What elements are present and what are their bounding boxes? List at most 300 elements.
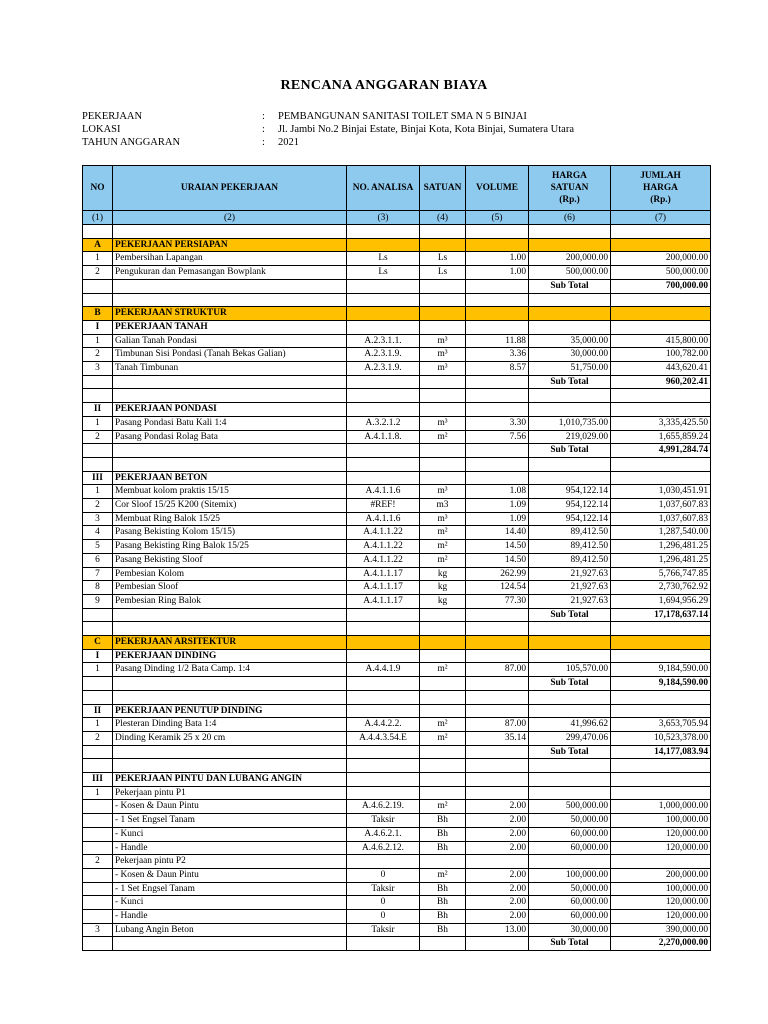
item-volume: 14.50 (466, 553, 529, 567)
empty-cell (347, 444, 420, 458)
row-number: II (83, 704, 113, 718)
item-description: - Kosen & Daun Pintu (113, 868, 347, 882)
empty-cell (83, 677, 113, 691)
item-unit-price: 954,122.14 (529, 512, 611, 526)
item-volume: 2.00 (466, 841, 529, 855)
item-total-price: 3,653,705.94 (611, 718, 711, 732)
row-title: PEKERJAAN PENUTUP DINDING (113, 704, 347, 718)
table-row (83, 841, 711, 855)
meta-value: Jl. Jambi No.2 Binjai Estate, Binjai Kota, Kota Binjai, Sumatera Utara (278, 124, 574, 135)
item-unit-price: 105,570.00 (529, 663, 611, 677)
spacer-row (83, 293, 711, 307)
subsection-row (83, 320, 711, 334)
section-row (83, 636, 711, 650)
subtotal-label: Sub Total (529, 279, 611, 293)
item-number: 9 (83, 594, 113, 608)
item-number: 2 (83, 430, 113, 444)
item-number: 7 (83, 567, 113, 581)
empty-cell (420, 307, 466, 321)
table-row (83, 362, 711, 376)
item-volume: 2.00 (466, 882, 529, 896)
table-row (83, 786, 711, 800)
item-unit: m³ (420, 512, 466, 526)
empty-cell (611, 636, 711, 650)
subsection-row (83, 773, 711, 787)
subtotal-row (83, 279, 711, 293)
empty-cell (611, 457, 711, 471)
item-volume: 11.88 (466, 334, 529, 348)
item-total-price: 100,000.00 (611, 814, 711, 828)
item-description: - Handle (113, 910, 347, 924)
subtotal-label: Sub Total (529, 375, 611, 389)
item-description: Timbunan Sisi Pondasi (Tanah Bekas Galian) (113, 348, 347, 362)
table-body (83, 225, 711, 951)
empty-cell (611, 389, 711, 403)
item-number (83, 882, 113, 896)
empty-cell (347, 759, 420, 773)
item-unit-price (529, 786, 611, 800)
header-satuan: SATUAN (420, 166, 466, 211)
empty-cell (83, 444, 113, 458)
item-volume: 87.00 (466, 718, 529, 732)
table-row (83, 814, 711, 828)
item-analysis-code: 0 (347, 868, 420, 882)
empty-cell (113, 759, 347, 773)
item-description: Pasang Dinding 1/2 Bata Camp. 1:4 (113, 663, 347, 677)
item-total-price: 100,782.00 (611, 348, 711, 362)
item-total-price: 9,184,590.00 (611, 663, 711, 677)
empty-cell (347, 773, 420, 787)
item-analysis-code: A.2.3.1.1. (347, 334, 420, 348)
item-description: Pengukuran dan Pemasangan Bowplank (113, 266, 347, 280)
item-description: - Kosen & Daun Pintu (113, 800, 347, 814)
item-unit-price: 21,927.63 (529, 567, 611, 581)
empty-cell (420, 622, 466, 636)
subtotal-value: 700,000.00 (611, 279, 711, 293)
empty-cell (83, 937, 113, 951)
item-analysis-code: #REF! (347, 499, 420, 513)
table-row (83, 485, 711, 499)
spacer-row (83, 225, 711, 239)
empty-cell (466, 677, 529, 691)
subsection-row (83, 704, 711, 718)
table-row (83, 348, 711, 362)
item-unit: m³ (420, 485, 466, 499)
item-volume: 7.56 (466, 430, 529, 444)
item-description: - Handle (113, 841, 347, 855)
item-analysis-code: A.2.3.1.9. (347, 348, 420, 362)
empty-cell (113, 375, 347, 389)
empty-cell (420, 389, 466, 403)
empty-cell (529, 690, 611, 704)
item-number (83, 814, 113, 828)
item-unit: Bh (420, 882, 466, 896)
empty-cell (611, 320, 711, 334)
item-number: 3 (83, 362, 113, 376)
item-analysis-code: A.4.1.1.6 (347, 485, 420, 499)
row-number: I (83, 649, 113, 663)
item-analysis-code: A.4.1.1.22 (347, 526, 420, 540)
empty-cell (466, 375, 529, 389)
item-volume: 124.54 (466, 581, 529, 595)
item-total-price: 100,000.00 (611, 882, 711, 896)
subtotal-label: Sub Total (529, 745, 611, 759)
empty-cell (347, 225, 420, 239)
header-harga-satuan (529, 166, 611, 211)
item-analysis-code: 0 (347, 910, 420, 924)
empty-cell (420, 636, 466, 650)
item-unit: m³ (420, 416, 466, 430)
item-unit: Bh (420, 827, 466, 841)
empty-cell (83, 375, 113, 389)
item-description: Dinding Keramik 25 x 20 cm (113, 731, 347, 745)
empty-cell (529, 457, 611, 471)
item-total-price: 1,296,481.25 (611, 553, 711, 567)
item-analysis-code: A.4.4.2.2. (347, 718, 420, 732)
item-description: Pekerjaan pintu P1 (113, 786, 347, 800)
empty-cell (529, 307, 611, 321)
item-unit: m² (420, 868, 466, 882)
header-uraian: URAIAN PEKERJAAN (113, 166, 347, 211)
item-unit-price: 219,029.00 (529, 430, 611, 444)
empty-cell (466, 320, 529, 334)
item-unit-price: 50,000.00 (529, 814, 611, 828)
item-total-price: 120,000.00 (611, 841, 711, 855)
empty-cell (347, 279, 420, 293)
item-analysis-code: A.4.1.1.17 (347, 567, 420, 581)
item-total-price (611, 855, 711, 869)
empty-cell (347, 307, 420, 321)
item-number: 2 (83, 855, 113, 869)
document-title: RENCANA ANGGARAN BIAYA (280, 78, 488, 93)
empty-cell (420, 608, 466, 622)
item-number: 1 (83, 334, 113, 348)
item-total-price: 500,000.00 (611, 266, 711, 280)
empty-cell (347, 690, 420, 704)
table-row (83, 855, 711, 869)
item-unit-price: 21,927.63 (529, 594, 611, 608)
item-analysis-code: A.4.6.2.1. (347, 827, 420, 841)
table-row (83, 567, 711, 581)
item-total-price: 120,000.00 (611, 827, 711, 841)
item-description: Pasang Bekisting Ring Balok 15/25 (113, 540, 347, 554)
subtotal-value: 2,270,000.00 (611, 937, 711, 951)
header-index-3: (3) (347, 211, 420, 225)
spacer-row (83, 759, 711, 773)
item-analysis-code: A.4.1.1.17 (347, 594, 420, 608)
item-number: 1 (83, 663, 113, 677)
header-analisa: NO. ANALISA (347, 166, 420, 211)
subtotal-value: 4,991,284.74 (611, 444, 711, 458)
item-total-price: 443,620.41 (611, 362, 711, 376)
item-description: Pekerjaan pintu P2 (113, 855, 347, 869)
empty-cell (113, 622, 347, 636)
empty-cell (347, 677, 420, 691)
item-analysis-code: Taksir (347, 882, 420, 896)
empty-cell (611, 690, 711, 704)
table-row (83, 512, 711, 526)
empty-cell (611, 649, 711, 663)
item-description: Pasang Pondasi Batu Kali 1:4 (113, 416, 347, 430)
empty-cell (466, 238, 529, 252)
item-description: Pasang Bekisting Sloof (113, 553, 347, 567)
empty-cell (611, 704, 711, 718)
subtotal-row (83, 745, 711, 759)
row-title: PEKERJAAN DINDING (113, 649, 347, 663)
spacer-row (83, 622, 711, 636)
empty-cell (113, 279, 347, 293)
row-title: PEKERJAAN ARSITEKTUR (113, 636, 347, 650)
empty-cell (113, 389, 347, 403)
table-row (83, 910, 711, 924)
row-number: C (83, 636, 113, 650)
empty-cell (611, 622, 711, 636)
item-total-price: 1,037,607.83 (611, 499, 711, 513)
subtotal-row (83, 937, 711, 951)
empty-cell (347, 403, 420, 417)
item-number: 1 (83, 416, 113, 430)
header-volume: VOLUME (466, 166, 529, 211)
item-total-price: 10,523,378.00 (611, 731, 711, 745)
empty-cell (420, 745, 466, 759)
item-volume: 77.30 (466, 594, 529, 608)
item-unit-price: 30,000.00 (529, 348, 611, 362)
spacer-row (83, 389, 711, 403)
item-unit-price: 500,000.00 (529, 800, 611, 814)
item-total-price: 390,000.00 (611, 923, 711, 937)
empty-cell (83, 608, 113, 622)
item-unit: Bh (420, 923, 466, 937)
subtotal-row (83, 608, 711, 622)
table-row (83, 923, 711, 937)
item-volume: 14.40 (466, 526, 529, 540)
item-total-price: 1,000,000.00 (611, 800, 711, 814)
item-unit (420, 786, 466, 800)
empty-cell (347, 457, 420, 471)
item-total-price: 120,000.00 (611, 910, 711, 924)
item-unit-price: 35,000.00 (529, 334, 611, 348)
header-jumlah-line3: (Rp.) (650, 195, 671, 205)
empty-cell (466, 636, 529, 650)
header-no: NO (83, 166, 113, 211)
item-number: 2 (83, 499, 113, 513)
item-description: Pembesian Sloof (113, 581, 347, 595)
spacer-row (83, 457, 711, 471)
meta-colon: : (262, 137, 265, 148)
item-total-price: 3,335,425.50 (611, 416, 711, 430)
empty-cell (113, 293, 347, 307)
meta-label: PEKERJAAN (82, 111, 143, 122)
empty-cell (420, 690, 466, 704)
empty-cell (611, 759, 711, 773)
item-volume: 1.00 (466, 266, 529, 280)
empty-cell (347, 937, 420, 951)
item-volume: 1.09 (466, 499, 529, 513)
item-analysis-code: A.4.1.1.8. (347, 430, 420, 444)
section-row (83, 238, 711, 252)
item-unit: m² (420, 553, 466, 567)
item-volume: 3.36 (466, 348, 529, 362)
item-unit: Bh (420, 910, 466, 924)
item-unit-price: 100,000.00 (529, 868, 611, 882)
empty-cell (529, 403, 611, 417)
empty-cell (529, 704, 611, 718)
item-analysis-code: A.4.1.1.22 (347, 540, 420, 554)
item-description: Pembesian Kolom (113, 567, 347, 581)
item-unit-price: 60,000.00 (529, 896, 611, 910)
item-unit: m² (420, 731, 466, 745)
row-number: III (83, 773, 113, 787)
item-description: Membuat Ring Balok 15/25 (113, 512, 347, 526)
empty-cell (611, 238, 711, 252)
item-unit-price: 60,000.00 (529, 841, 611, 855)
item-unit-price: 50,000.00 (529, 882, 611, 896)
empty-cell (347, 745, 420, 759)
empty-cell (466, 622, 529, 636)
empty-cell (611, 773, 711, 787)
item-description: Pembersihan Lapangan (113, 252, 347, 266)
item-unit-price: 41,996.62 (529, 718, 611, 732)
section-row (83, 307, 711, 321)
empty-cell (529, 636, 611, 650)
item-analysis-code (347, 786, 420, 800)
item-volume: 13.00 (466, 923, 529, 937)
empty-cell (529, 622, 611, 636)
item-total-price: 1,296,481.25 (611, 540, 711, 554)
header-harga-line1: HARGA (552, 171, 587, 181)
empty-cell (529, 471, 611, 485)
table-row (83, 581, 711, 595)
table-row (83, 430, 711, 444)
table-row (83, 334, 711, 348)
empty-cell (420, 471, 466, 485)
item-unit: Ls (420, 252, 466, 266)
item-analysis-code: A.4.4.1.9 (347, 663, 420, 677)
table-row (83, 800, 711, 814)
item-unit: Bh (420, 896, 466, 910)
item-total-price: 415,800.00 (611, 334, 711, 348)
item-volume (466, 855, 529, 869)
item-total-price (611, 786, 711, 800)
row-title: PEKERJAAN PERSIAPAN (113, 238, 347, 252)
empty-cell (466, 759, 529, 773)
item-total-price: 1,287,540.00 (611, 526, 711, 540)
empty-cell (420, 293, 466, 307)
row-title: PEKERJAAN PONDASI (113, 403, 347, 417)
empty-cell (466, 279, 529, 293)
row-title: PEKERJAAN TANAH (113, 320, 347, 334)
table-row (83, 499, 711, 513)
subtotal-label: Sub Total (529, 677, 611, 691)
item-analysis-code: 0 (347, 896, 420, 910)
item-volume: 35.14 (466, 731, 529, 745)
item-total-price: 1,694,956.29 (611, 594, 711, 608)
empty-cell (529, 773, 611, 787)
item-analysis-code (347, 855, 420, 869)
empty-cell (420, 704, 466, 718)
empty-cell (113, 745, 347, 759)
item-unit (420, 855, 466, 869)
item-unit: m² (420, 430, 466, 444)
row-title: PEKERJAAN STRUKTUR (113, 307, 347, 321)
item-unit: m³ (420, 362, 466, 376)
empty-cell (83, 293, 113, 307)
item-description: Pasang Pondasi Rolag Bata (113, 430, 347, 444)
header-index-5: (5) (466, 211, 529, 225)
item-analysis-code: Ls (347, 252, 420, 266)
item-volume: 2.00 (466, 800, 529, 814)
subtotal-row (83, 677, 711, 691)
item-unit: m² (420, 718, 466, 732)
row-title: PEKERJAAN PINTU DAN LUBANG ANGIN (113, 773, 347, 787)
empty-cell (529, 320, 611, 334)
table-row (83, 718, 711, 732)
empty-cell (420, 225, 466, 239)
empty-cell (347, 238, 420, 252)
item-volume: 87.00 (466, 663, 529, 677)
subtotal-label: Sub Total (529, 937, 611, 951)
item-number: 3 (83, 512, 113, 526)
empty-cell (466, 307, 529, 321)
empty-cell (466, 690, 529, 704)
subtotal-label: Sub Total (529, 608, 611, 622)
item-total-price: 2,730,762.92 (611, 581, 711, 595)
item-unit-price: 21,927.63 (529, 581, 611, 595)
item-number: 2 (83, 348, 113, 362)
item-unit-price: 954,122.14 (529, 499, 611, 513)
meta-value: 2021 (278, 137, 299, 148)
item-number: 1 (83, 252, 113, 266)
table-row (83, 416, 711, 430)
item-unit: Bh (420, 841, 466, 855)
item-analysis-code: Taksir (347, 814, 420, 828)
subtotal-row (83, 444, 711, 458)
item-unit-price: 1,010,735.00 (529, 416, 611, 430)
item-description: Tanah Timbunan (113, 362, 347, 376)
empty-cell (347, 636, 420, 650)
item-number: 4 (83, 526, 113, 540)
empty-cell (466, 293, 529, 307)
item-description: - Kunci (113, 827, 347, 841)
header-index-2: (2) (113, 211, 347, 225)
item-description: Pasang Bekisting Kolom 15/15) (113, 526, 347, 540)
meta-value: PEMBANGUNAN SANITASI TOILET SMA N 5 BINJAI (278, 111, 527, 122)
meta-colon: : (262, 124, 265, 135)
empty-cell (529, 225, 611, 239)
empty-cell (529, 389, 611, 403)
meta-label: TAHUN ANGGARAN (82, 137, 181, 148)
item-description: Cor Sloof 15/25 K200 (Sitemix) (113, 499, 347, 513)
item-analysis-code: A.2.3.1.9. (347, 362, 420, 376)
item-unit-price: 500,000.00 (529, 266, 611, 280)
empty-cell (529, 649, 611, 663)
empty-cell (466, 471, 529, 485)
empty-cell (611, 225, 711, 239)
empty-cell (529, 238, 611, 252)
meta-colon: : (262, 111, 265, 122)
item-volume: 262.99 (466, 567, 529, 581)
subtotal-value: 9,184,590.00 (611, 677, 711, 691)
empty-cell (466, 389, 529, 403)
empty-cell (420, 773, 466, 787)
row-number: II (83, 403, 113, 417)
item-total-price: 1,655,859.24 (611, 430, 711, 444)
item-unit: m² (420, 526, 466, 540)
item-volume: 2.00 (466, 896, 529, 910)
item-number (83, 800, 113, 814)
table-row (83, 896, 711, 910)
item-unit: kg (420, 581, 466, 595)
